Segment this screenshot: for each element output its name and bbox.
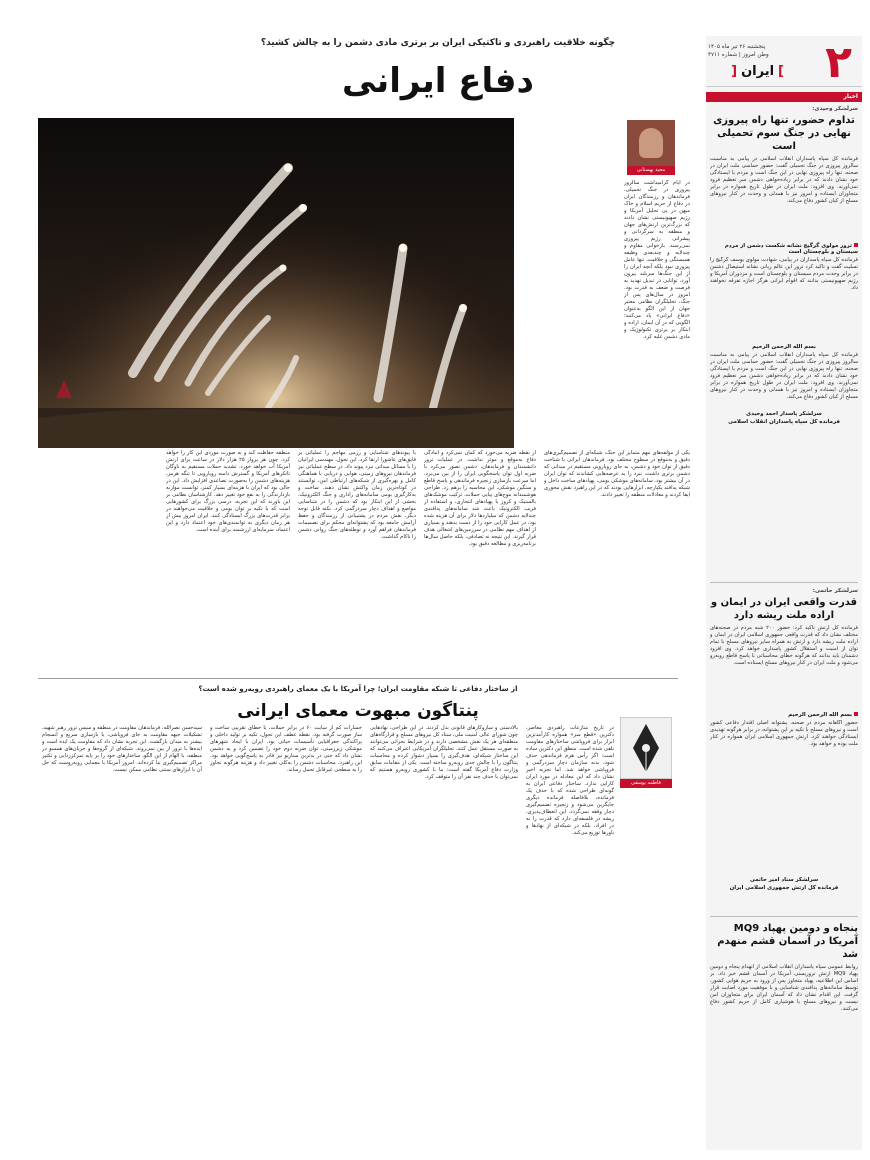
bracket-close: [ [731, 64, 738, 79]
bullet-square-icon [854, 712, 858, 716]
page-number: ۲ [825, 37, 852, 88]
divider [710, 582, 858, 583]
article2-title: پنتاگون مبهوت معمای ایرانی [237, 701, 479, 721]
item-title: تداوم حضور، تنها راه پیروزی نهایی در جنگ سوم تحمیلی است [713, 115, 855, 152]
main-headline: دفاع ایرانی [342, 61, 534, 101]
main-col-1: در ایام گرامیداشت سالروز پیروزی در جنگ تحمیلی، فرماندهان و رزمندگان ایران در دفاع از حریم اسلام و خاک میهن در پی تحلیل آمریکا و رژیم صهیونیستی نشان دادند که بزرگ‌ترین ارتش‌های جهان و منطقه به سرگردانی و پیشرانی رژیم پیروزی نمی‌رسند. بازخوانی مقاوم و چندلایه و چندبعدی وظیفه همبستگی و خلاقیت، تنها عامل پیروزی نبود بلکه آنچه ایران را از این جنگ‌ها سربلند بیرون آورد، توانایی در تبدیل تهدید به فرصت و ضعف به قدرت بود. امروز در سال‌های پس از جنگ، تحلیلگران نظامی معتبر جهان از این الگو به‌عنوان «دفاع ایرانی» یاد می‌کنند؛ الگویی که در آن ایمان، اراده و ابتکار بر برتری تکنولوژیک و مادی دشمن غلبه کرد. [624, 180, 690, 340]
bracket-open: ] [778, 64, 784, 79]
item-body: فرمانده کل سپاه پاسداران انقلاب اسلامی در پیامی به مناسبت سالروز پیروزی در جنگ تحمیلی گفت: حضور حماسی ملت ایران در صحنه، تنها راه پیروزی نهایی در این جنگ است و مردم با ایستادگی خود نشان دادند که در برابر زیاده‌خواهی دشمن سر تعظیم فرود نمی‌آورند. وی افزود: ملت ایران در طول تاریخ همواره در برابر متجاوزان ایستاده و امروز نیز با همدلی و وحدت در کنار نیروهای مسلح از کیان کشور دفاع می‌کند. [710, 156, 858, 204]
item-title: پنجاه و دومین پهپاد MQ9 آمریکا در آسمان قشم منهدم شد [717, 923, 858, 960]
item-body-2: حضور آگاهانه مردم در صحنه، پشتوانه اصلی اقتدار دفاعی کشور است و نیروهای مسلح با تکیه بر این پشتوانه، در برابر هرگونه تهدیدی ایستادگی خواهند کرد. ارتش جمهوری اسلامی ایران همواره در کنار ملت بوده و خواهد بود. [710, 720, 858, 747]
sidebar-item-vahidi [710, 106, 858, 427]
item-subhead [710, 243, 858, 255]
art2-col-1: در تاریخ منازعات راهبردی معاصر، دکترین «قطع سر» همواره کارآمدترین ابزار برای فروپاشی ساختارهای مقاومت تلقی شده است. منطق این دکترین ساده است: اگر رأس هرم فرماندهی حذف شود، بدنه سازمان دچار سردرگمی و فروپاشی خواهد شد. اما تجربه اخیر نشان داد که این معادله در مورد ایران کارایی ندارد. ساختار دفاعی ایران به گونه‌ای طراحی شده که با حذف یک فرمانده، بلافاصله فرمانده دیگری جایگزین می‌شود و زنجیره تصمیم‌گیری دچار وقفه نمی‌گردد. این انعطاف‌پذیری، ریشه در فلسفه‌ای دارد که قدرت را نه در افراد، بلکه در شبکه‌ای از نهادها و باورها توزیع می‌کند. [526, 725, 614, 836]
main-col-2: از نقطه ضربه می‌خورد که کمان نمی‌کرد و آمادگی دفاع به‌موقع و موثر نداشت. در عملیات ترور دانشمندان و فرماندهان، دشمن تصور می‌کرد با ضربه اول توان پاسخگویی ایران را از بین می‌برد، اما سرعت بازسازی زنجیره فرماندهی و پاسخ قاطع و سنگین موشکی، این محاسبه را برهم زد. طراحی هوشمندانه موج‌های پیاپی حملات، ترکیب موشک‌های بالستیک و کروز با پهپادهای انتحاری، و استفاده از فریب الکترونیک باعث شد سامانه‌های پدافندی چندلایه دشمن که میلیاردها دلار برای آن هزینه شده بود، در عمل کارایی خود را از دست بدهند و بسیاری از اهداف مهم نظامی در سرزمین‌های اشغالی هدف قرار گیرند. این نتیجه نه تصادفی، بلکه حاصل سال‌ها برنامه‌ریزی و مطالعه دقیق بود. [424, 450, 536, 547]
section-label: ایران [741, 64, 775, 79]
author-name: مجید پهستانی [627, 166, 675, 175]
item-signature-name: سرلشکر پاسدار احمد وحیدی [746, 411, 822, 417]
author-photo [627, 120, 675, 172]
art2-col-3: خسارات کم از سایت ۶۰ در برابر حملات، با خطای تقریبی ساخت و ساز صورت گرفته بود. نقطه عطف این تحول، تکیه بر تولید داخلی و پراکندگی جغرافیایی تأسیسات حیاتی بود. ایران با ایجاد شهرهای موشکی زیرزمینی، توان ضربه دوم خود را تضمین کرد و به دشمن نشان داد که حتی در بدترین سناریو نیز قادر به پاسخ‌گویی خواهد بود. این راهبرد، محاسبات دشمن را به‌کلی تغییر داد و هزینه هرگونه تجاوز را به سطحی غیرقابل تحمل رساند. [210, 725, 362, 773]
item-body-2: فرمانده کل سپاه پاسداران در پیامی، شهادت مولوی یوسف گرگیج را تسلیت گفت و تاکید کرد ترور این عالم ربانی نشانه استیصال دشمن در برابر وحدت مردم سیستان و بلوچستان است و مزدوران آمریکا و رژیم صهیونیستی بدانند که اقوام ایرانی هرگز اجازه تفرقه نخواهند داد. [710, 257, 858, 291]
item-signature-name: سرلشکر ستاد امیر حاتمی [749, 877, 819, 883]
item-subhead-text: ترور مولوی گرگیج نشانه شکست دشمن از مردم سیستان و بلوچستان است [724, 243, 858, 255]
item-kicker: سرلشکر حاتمی: [812, 588, 858, 594]
fountain-pen-icon [621, 718, 671, 778]
item-body: روابط عمومی سپاه پاسداران انقلاب اسلامی از انهدام پنجاه و دومین پهپاد MQ9 ارتش تروریستی آمریکا در آسمان قشم خبر داد. بر اساس این اطلاعیه، پهپاد متجاوز پس از ورود به حریم هوایی کشور، توسط سامانه‌های پدافندی شناسایی و با موفقیت مورد اصابت قرار گرفت. این اقدام نشان داد که آسمان ایران برای متجاوزان امن نیست و نیروهای مسلح با هوشیاری کامل از حریم کشور دفاع می‌کنند. [710, 964, 858, 1012]
date-line: پنجشنبه ۲۶ تیر ماه ۱۴۰۵ [708, 44, 766, 50]
item-signature: فرمانده کل سپاه پاسداران انقلاب اسلامی [728, 419, 840, 425]
item-title: قدرت واقعی ایران در ایمان و اراده ملت ریشه دارد [710, 597, 858, 621]
main-col-3: با پیوندهای شناسایی و رزمی مهاجم را عملیاتی بر فایق‌های عاشورا ارتقا کرد. این تحول، مهندسی ایرانیان را با مسائل میدانی نبرد پیوند داد. در سطح عملیاتی نیز فرماندهان نیروهای زمینی، هوایی و دریایی با هماهنگی کامل و بهره‌گیری از شبکه‌های ارتباطی امن، توانستند در کوتاه‌ترین زمان واکنش نشان دهند. ساخت و به‌کارگیری بومی سامانه‌های راداری و جنگ الکترونیک، بخشی از این ابتکار بود که دشمن را در شناسایی مواضع و اهداف دچار سردرگمی کرد. نکته قابل توجه دیگر، نقش مردم در پشتیبانی از رزمندگان و حفظ آرامش جامعه بود که پشتوانه‌ای محکم برای تصمیمات فرماندهان فراهم آورد و توطئه‌های جنگ روانی دشمن را ناکام گذاشت. [298, 450, 416, 540]
page-header [706, 36, 862, 87]
item-body: فرمانده کل ارتش تاکید کرد: حضور ۲۰۰ شبه مردم در صحنه‌های مختلف نشان داد که قدرت واقعی جمهوری اسلامی ایران در ایمان و اراده ملت ریشه دارد و ارتش به همراه سایر نیروهای مسلح با تمام توان از امنیت و استقلال کشور پاسداری خواهد کرد. وی افزود دشمنان باید بدانند که هرگونه خطای محاسباتی با پاسخ قاطع روبه‌رو می‌شود و ملت ایران در کنار نیروهای مسلح ایستاده است. [710, 625, 858, 666]
sidebar-item-mq9 [710, 922, 858, 1160]
missile-launch-photo [38, 118, 514, 448]
main-kicker: چگونه خلاقیت راهبردی و تاکتیکی ایران بر برتری مادی دشمن را به چالش کشید؟ [260, 38, 616, 48]
item-quote: بسم الله الرحمن الرحیم [752, 344, 816, 350]
news-bar [706, 92, 862, 102]
article-pentagon [38, 678, 678, 1151]
item-kicker: سرلشکر وحیدی: [812, 106, 858, 112]
article2-kicker: از ساختار دفاعی تا شبکه مقاومت ایران؛ چرا آمریکا با یک معمای راهبردی روبه‌رو شده است؟ [198, 685, 518, 693]
author2-illustration [620, 717, 672, 779]
divider [710, 916, 858, 917]
art2-col-4: سیدحسن نصرالله، فرماندهان مقاومت در منطقه و سپس ترور رهبر شهید، تشکیلات جبهه مقاومت به جای فروپاشی، با بازسازی سریع و انسجام بیشتر به میدان بازگشت. این تجربه نشان داد که مقاومت یک ایده است و ایده‌ها با ترور از بین نمی‌روند. شبکه‌ای از گروه‌ها و جریان‌های همسو در منطقه، با الهام از این الگو، ساختارهای خود را بر پایه تمرکززدایی و تکثیر مراکز تصمیم‌گیری بنا کرده‌اند. امروز آمریکا با معمایی روبه‌روست که حل آن با ابزارهای سنتی نظامی ممکن نیست. [42, 725, 202, 773]
news-bar-label: اخبار [843, 93, 858, 100]
item-subhead-text: بسم الله الرحمن الرحیم [788, 712, 852, 718]
author2-name: فاطمه یوسفی [620, 779, 672, 788]
art2-col-2: بالادستی و سازوکارهای قانونی بدل کردند. در این طراحی، نهادهایی چون شورای عالی امنیت ملی، ستاد کل نیروهای مسلح و قرارگاه‌های منطقه‌ای هر یک نقش مشخصی دارند و در شرایط بحرانی می‌توانند به صورت مستقل عمل کنند. تحلیلگران آمریکایی اعتراف می‌کنند که این ساختار شبکه‌ای، هدف‌گیری را بسیار دشوار کرده و محاسبات پنتاگون را با چالش جدی روبه‌رو ساخته است. یکی از مقامات سابق وزارت دفاع آمریکا گفته است: ما با کشوری روبه‌رو هستیم که نمی‌توان با حذف چند نفر آن را متوقف کرد. [370, 725, 518, 780]
sidebar [706, 36, 862, 1150]
item-signature: فرمانده کل ارتش جمهوری اسلامی ایران [729, 885, 839, 891]
author-avatar [639, 128, 663, 158]
paper-line: وطن امروز | شماره ۴۷۱۱ [708, 52, 769, 58]
missile-launch-image [38, 118, 514, 448]
item-body-3: فرمانده کل سپاه پاسداران انقلاب اسلامی در پیامی به مناسبت سالروز پیروزی در جنگ تحمیلی گفت: حضور حماسی ملت ایران در صحنه، تنها راه پیروزی نهایی در این جنگ است و مردم با ایستادگی خود نشان دادند که در برابر زیاده‌خواهی دشمن سر تعظیم فرود نمی‌آورند. وی افزود: ملت ایران در طول تاریخ همواره در برابر متجاوزان ایستاده و امروز نیز با همدلی و وحدت در کنار نیروهای مسلح از کیان کشور دفاع می‌کند. [710, 352, 858, 400]
item-subhead [710, 712, 858, 718]
main-col-1b: یکی از مؤلفه‌های مهم متمایز این جنگ، شبکه‌ای از تصمیم‌گیری‌های دقیق و به‌موقع در سطوح مختلف بود. فرماندهان ایرانی با شناخت دقیق از توان خود و دشمن، به جای رویارویی مستقیم در میدانی که دشمن برتری داشت، نبرد را به عرصه‌هایی کشاندند که توان ایران در آن بیشتر بود. سامانه‌های موشکی بومی، پهپادهای ساخت داخل و شبکه پدافند یکپارچه، ابزارهایی بودند که در این راهبرد نقش محوری ایفا کردند و معادلات منطقه را تغییر دادند. [544, 450, 690, 498]
issue-info [708, 43, 792, 59]
section-name [727, 64, 788, 79]
bullet-square-icon [854, 243, 858, 247]
main-col-4: منطقه حفاظت کند و به صورت موردی این کار را خواهد کرد. چون هر پرواز ۲۵ هزار دلار در ساعت برای ارتش آمریکا آب خواهد خورد. تشدید حملات مستقیم به ناوگان تانکرهای آمریکا و گسترش دامنه رویارویی تا تنگه هرمز، هزینه‌های دشمن را به‌صورت تصاعدی افزایش داد. این در حالی بود که ایران با هزینه‌ای بسیار کمتر، توانست موازنه بازدارندگی را به نفع خود تغییر دهد. کارشناسان نظامی بر این باورند که این تجربه، درسی بزرگ برای کشورهایی است که با تکیه بر توان بومی و خلاقیت می‌خواهند در برابر قدرت‌های بزرگ ایستادگی کنند. ایران امروز بیش از هر زمان دیگری به توانمندی‌های خود اعتماد دارد و این اعتماد، سرمایه‌ای ارزشمند برای آینده است. [166, 450, 290, 533]
sidebar-item-hatami [710, 588, 858, 893]
